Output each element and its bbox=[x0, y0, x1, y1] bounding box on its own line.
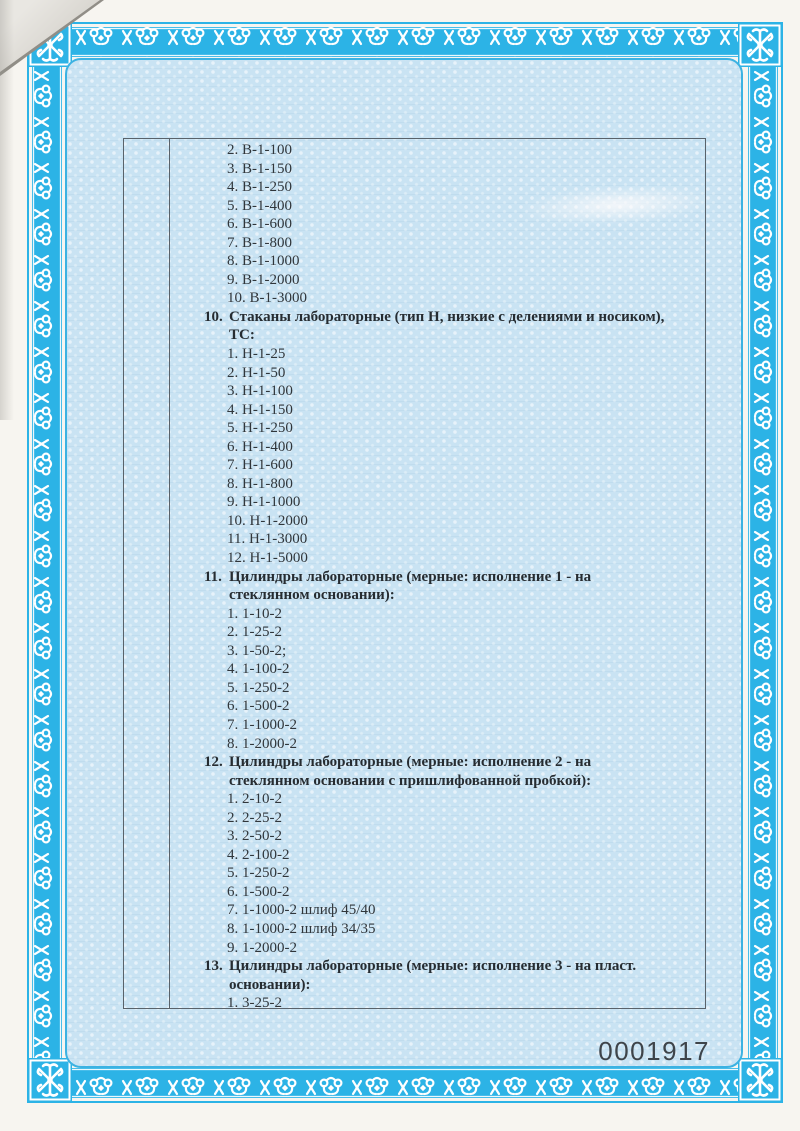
serial-number: 0001917 bbox=[598, 1036, 710, 1066]
row-text: 4. В-1-250 bbox=[227, 179, 292, 196]
list-row bbox=[170, 864, 705, 883]
row-text: 3. 1-50-2; bbox=[227, 642, 287, 659]
list-row bbox=[170, 939, 705, 958]
row-text: 2. 2-25-2 bbox=[227, 809, 282, 826]
list-row bbox=[170, 716, 705, 735]
row-text: 3. Н-1-100 bbox=[227, 383, 293, 400]
list-row bbox=[170, 475, 705, 494]
row-text: 8. Н-1-800 bbox=[227, 475, 293, 492]
row-text: 4. 1-100-2 bbox=[227, 661, 290, 678]
list-row bbox=[170, 679, 705, 698]
row-text: 6. В-1-600 bbox=[227, 216, 292, 233]
list-row bbox=[170, 697, 705, 716]
list-row bbox=[170, 252, 705, 271]
list-row bbox=[170, 642, 705, 661]
list-row bbox=[170, 994, 705, 1013]
row-text: 9. 1-2000-2 bbox=[227, 939, 297, 956]
list-row bbox=[170, 160, 705, 179]
row-number: 13. bbox=[204, 958, 223, 975]
row-text: 8. 1-1000-2 шлиф 34/35 bbox=[227, 920, 376, 937]
row-text: 1. 3-25-2 bbox=[227, 995, 282, 1012]
row-text: 7. В-1-800 bbox=[227, 234, 292, 251]
row-text: 9. В-1-2000 bbox=[227, 271, 300, 288]
row-text: стеклянном основании): bbox=[229, 587, 395, 604]
row-text: 6. 1-500-2 bbox=[227, 698, 290, 715]
row-text: 2. 1-25-2 bbox=[227, 624, 282, 641]
list-row bbox=[170, 530, 705, 549]
row-text: 5. Н-1-250 bbox=[227, 420, 293, 437]
list-row bbox=[170, 197, 705, 216]
scan-edge-shadow bbox=[0, 0, 14, 420]
row-text: 5. 1-250-2 bbox=[227, 679, 290, 696]
list-row bbox=[170, 846, 705, 865]
row-text: 4. Н-1-150 bbox=[227, 401, 293, 418]
list-row bbox=[170, 568, 705, 587]
list-row bbox=[170, 772, 705, 791]
row-text: 5. 1-250-2 bbox=[227, 865, 290, 882]
row-text: 8. 1-2000-2 bbox=[227, 735, 297, 752]
list-row bbox=[170, 345, 705, 364]
list-row bbox=[170, 901, 705, 920]
row-text: 1. Н-1-25 bbox=[227, 346, 286, 363]
row-text: 10. В-1-3000 bbox=[227, 290, 307, 307]
list-row bbox=[170, 215, 705, 234]
row-text: 1. 2-10-2 bbox=[227, 791, 282, 808]
row-text: 6. Н-1-400 bbox=[227, 438, 293, 455]
list-row bbox=[170, 289, 705, 308]
row-text: Цилиндры лабораторные (мерные: исполнение 2 - на bbox=[229, 754, 592, 771]
row-text: 9. Н-1-1000 bbox=[227, 494, 301, 511]
row-text: 3. 2-50-2 bbox=[227, 828, 282, 845]
list-row bbox=[170, 438, 705, 457]
list-row bbox=[170, 920, 705, 939]
row-text: 2. Н-1-50 bbox=[227, 364, 286, 381]
items-list bbox=[170, 141, 705, 1013]
list-row bbox=[170, 178, 705, 197]
row-text: 7. 1-1000-2 bbox=[227, 716, 297, 733]
list-row bbox=[170, 234, 705, 253]
list-row bbox=[170, 364, 705, 383]
list-row bbox=[170, 976, 705, 995]
row-text: 3. В-1-150 bbox=[227, 160, 292, 177]
list-row bbox=[170, 827, 705, 846]
row-number: 12. bbox=[204, 754, 223, 771]
list-row bbox=[170, 493, 705, 512]
row-text: 12. Н-1-5000 bbox=[227, 550, 308, 567]
list-row bbox=[170, 809, 705, 828]
list-row bbox=[170, 883, 705, 902]
row-text: 1. 1-10-2 bbox=[227, 605, 282, 622]
row-text: Цилиндры лабораторные (мерные: исполнение 3 - на пласт. bbox=[229, 958, 637, 975]
row-text: Стаканы лабораторные (тип Н, низкие с делениями и носиком), bbox=[229, 308, 665, 325]
list-row bbox=[170, 957, 705, 976]
list-row bbox=[170, 271, 705, 290]
list-row bbox=[170, 623, 705, 642]
items-table bbox=[123, 138, 706, 1012]
row-text: основании): bbox=[229, 976, 311, 993]
list-row bbox=[170, 401, 705, 420]
row-text: 7. 1-1000-2 шлиф 45/40 bbox=[227, 902, 376, 919]
list-row bbox=[170, 512, 705, 531]
list-row bbox=[170, 549, 705, 568]
row-text: 4. 2-100-2 bbox=[227, 846, 290, 863]
list-row bbox=[170, 419, 705, 438]
row-text: 10. Н-1-2000 bbox=[227, 512, 308, 529]
list-row bbox=[170, 605, 705, 624]
list-row bbox=[170, 753, 705, 772]
row-text: 5. В-1-400 bbox=[227, 197, 292, 214]
row-text: 11. Н-1-3000 bbox=[227, 531, 308, 548]
row-text: 2. В-1-100 bbox=[227, 142, 292, 158]
list-row bbox=[170, 141, 705, 160]
row-text: 6. 1-500-2 bbox=[227, 883, 290, 900]
row-text: стеклянном основании с пришлифованной пробкой): bbox=[229, 772, 592, 789]
list-row bbox=[170, 326, 705, 345]
list-row bbox=[170, 790, 705, 809]
row-text: Цилиндры лабораторные (мерные: исполнение 1 - на bbox=[229, 568, 592, 585]
row-text: ТС: bbox=[229, 327, 255, 344]
row-text: 7. Н-1-600 bbox=[227, 457, 293, 474]
row-text: 8. В-1-1000 bbox=[227, 253, 300, 270]
list-row bbox=[170, 308, 705, 327]
row-number: 10. bbox=[204, 308, 223, 325]
list-row bbox=[170, 735, 705, 754]
list-row bbox=[170, 456, 705, 475]
list-row bbox=[170, 586, 705, 605]
list-row bbox=[170, 660, 705, 679]
row-number: 11. bbox=[204, 568, 222, 585]
list-row bbox=[170, 382, 705, 401]
